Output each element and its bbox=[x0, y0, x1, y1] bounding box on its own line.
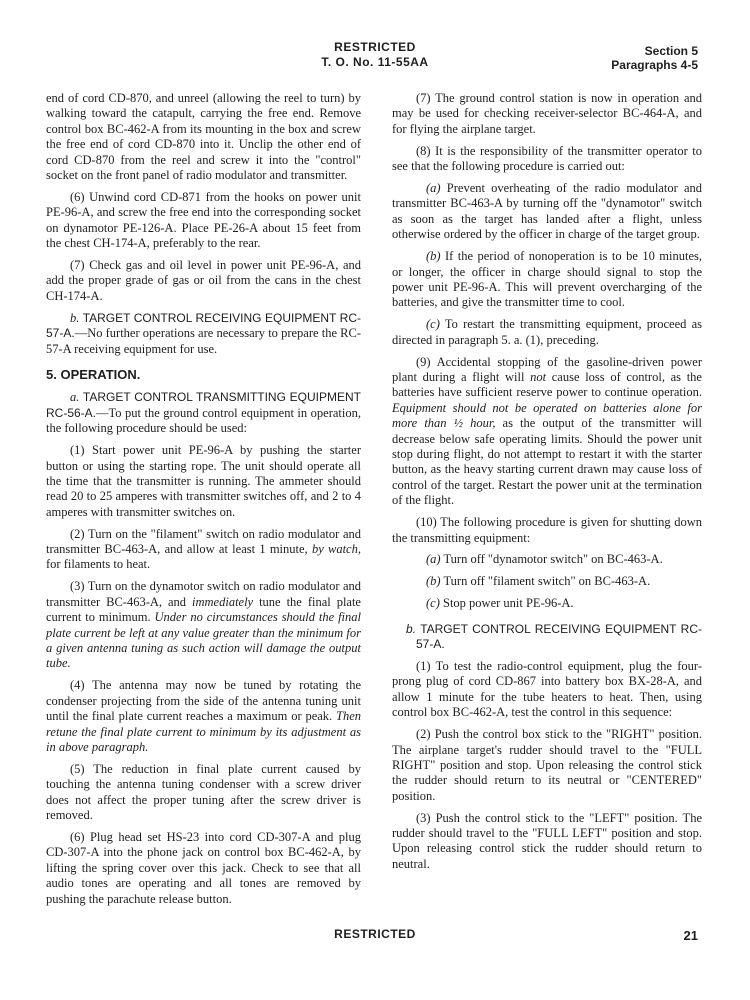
sub-letter: (c) bbox=[426, 596, 440, 611]
paragraph-5-a bbox=[46, 390, 361, 436]
step-5-1: (1) Start power unit PE-96-A by pushing the starter button or using the starting rope. The unit should operate all the time that the transmitter is running. The ammeter should read 20 to 25 amperes with transmitter switches off, and 2 to 4 amperes with transmitter switches on. bbox=[46, 443, 361, 519]
para-letter: a. bbox=[70, 390, 80, 405]
sub-letter: (c) bbox=[426, 317, 440, 332]
para-text: —To put the ground control equipment in operation, the following procedure should be used: bbox=[46, 405, 361, 436]
step-5-8-a bbox=[392, 181, 702, 243]
step-5-8: (8) It is the responsibility of the transmitter operator to see that the following procedure is carried out: bbox=[392, 143, 702, 174]
header-to-number: T. O. No. 11-55AA bbox=[321, 55, 429, 69]
text-run: If the period of nonoperation is to be 10 minutes, or longer, the officer in charge should signal to stop the power unit PE-96-A. This will prevent overcharging of the batteries, and give the transmitter time to cool. bbox=[392, 249, 702, 310]
right-column bbox=[392, 91, 702, 879]
text-run: as the output of the transmitter will decrease below safe operating limits. Should the power unit stop during flight, do not attempt to restart it with the starter button, as the heavy starting current drawn may cause loss of control of the target. Restart the power unit at the termination of the flight. bbox=[392, 416, 702, 508]
step-5-10-c bbox=[392, 596, 702, 611]
step-5-4 bbox=[46, 678, 361, 755]
italic-run: not bbox=[530, 370, 547, 384]
header-classification: RESTRICTED bbox=[334, 40, 416, 54]
step-5-3 bbox=[46, 579, 361, 671]
sub-letter: (a) bbox=[426, 552, 441, 567]
paragraph-continued: end of cord CD-870, and unreel (allowing the reel to turn) by walking toward the catapult, carrying the free end. Remove control box BC-462-A from its mounting in the box and screw the free end of cord CD-870 into it. Unclip the other end of cord CD-870 from the reel and screw it into the "control" socket on the front panel of radio modulator and transmitter. bbox=[46, 91, 361, 183]
italic-run: Under no circumstances should the final plate current be left at any value greater than the minimum for a given antenna tuning as such action will damage the output tube. bbox=[46, 610, 361, 671]
step-5-10-b bbox=[392, 574, 702, 589]
italic-run: by watch, bbox=[311, 542, 361, 557]
step-5-b-3: (3) Push the control stick to the "LEFT" position. The rudder should travel to the "FULL LEFT" position and stop. Upon releasing control stick the rudder should return to neutral. bbox=[392, 810, 702, 871]
step-5-7: (7) The ground control station is now in operation and may be used for checking receiver-selector BC-464-A, and for flying the airplane target. bbox=[392, 91, 702, 136]
step-5-5: (5) The reduction in final plate current caused by touching the antenna tuning condenser with a screw driver does not affect the proper tuning after the screw driver is removed. bbox=[46, 761, 361, 823]
text-run: Stop power unit PE-96-A. bbox=[439, 596, 574, 611]
step-5-6: (6) Plug head set HS-23 into cord CD-307-A and plug CD-307-A into the phone jack on control box BC-462-A, by lifting the spring cover over this jack. Check to see that all audio tones are operating and all tones are removed by pushing the parachute release button. bbox=[46, 829, 361, 906]
text-run: (2) Turn on the "filament" switch on radio modulator and transmitter BC-463-A, and allow at least 1 minute, bbox=[46, 526, 361, 557]
text-run: (3) Turn on the dynamotor switch on radio modulator and transmitter BC-463-A, and bbox=[46, 579, 361, 609]
para-title: TARGET CONTROL RECEIVING EQUIPMENT RC-57-A. bbox=[416, 621, 702, 652]
header-section: Section 5 bbox=[644, 44, 698, 58]
para-title: TARGET CONTROL RECEIVING EQUIPMENT RC-57-A. bbox=[46, 310, 361, 341]
italic-run: immediately bbox=[192, 594, 254, 609]
step-5-2 bbox=[46, 527, 361, 573]
step-5-10: (10) The following procedure is given for shutting down the transmitting equipment: bbox=[392, 515, 702, 545]
step-5-b-2: (2) Push the control box stick to the "RIGHT" position. The airplane target's rudder should travel to the "FULL RIGHT" position and stop. Upon releasing the control stick the rudder should return to its neutral or "CENTERED" position. bbox=[392, 727, 702, 803]
para-title: TARGET CONTROL TRANSMITTING EQUIPMENT RC-56-A. bbox=[46, 390, 362, 420]
para-letter: b. bbox=[406, 621, 417, 636]
text-run: Turn off "filament switch" on BC-463-A. bbox=[440, 574, 651, 589]
section-heading-operation: 5. OPERATION. bbox=[46, 367, 141, 382]
italic-run: Then retune the final plate current to minimum by its adjustment as in above paragraph. bbox=[46, 709, 361, 754]
text-run: cause loss of control, as the batteries have sufficient reserve power to continue operation. bbox=[392, 370, 702, 400]
text-run: (9) Accidental stopping of the gasoline-driven power plant during a flight will bbox=[392, 354, 702, 384]
text-run: for filaments to heat. bbox=[46, 557, 151, 572]
header-paragraphs: Paragraphs 4-5 bbox=[611, 58, 698, 72]
footer-classification: RESTRICTED bbox=[334, 927, 416, 941]
section-reference bbox=[611, 44, 698, 72]
step-5-8-b bbox=[392, 249, 702, 311]
step-5-9 bbox=[392, 355, 702, 509]
sub-letter: (b) bbox=[426, 249, 441, 264]
step-4-6: (6) Unwind cord CD-871 from the hooks on power unit PE-96-A, and screw the free end into the corresponding socket on dynamotor PE-126-A. Place PE-26-A about 15 feet from the chest CH-174-A, preferably to the rear. bbox=[46, 189, 361, 251]
paragraph-4-b bbox=[46, 311, 361, 357]
paragraph-5-b bbox=[392, 622, 702, 653]
para-letter: b. bbox=[70, 310, 80, 325]
sub-letter: (b) bbox=[426, 574, 441, 589]
step-5-10-a bbox=[392, 552, 702, 567]
para-text: —No further operations are necessary to prepare the RC-57-A receiving equipment for use. bbox=[46, 326, 361, 356]
text-run: Prevent overheating of the radio modulator and transmitter BC-463-A by turning off the "dynamotor" switch as soon as the target has landed after a flight, unless otherwise ordered by the officer in charge of the target group. bbox=[392, 181, 702, 242]
text-run: Turn off "dynamotor switch" on BC-463-A. bbox=[440, 552, 663, 567]
left-column bbox=[46, 91, 361, 914]
step-4-7: (7) Check gas and oil level in power unit PE-96-A, and add the proper grade of gas or oil from the cans in the chest CH-174-A. bbox=[46, 258, 361, 303]
text-run: tune the final plate current to minimum. bbox=[46, 594, 361, 625]
step-5-b-1: (1) To test the radio-control equipment, plug the four-prong plug of cord CD-867 into battery box BX-28-A, and allow 1 minute for the tube heaters to heat. Then, using control box BC-462-A, test the control in this sequence: bbox=[392, 659, 702, 720]
italic-run: Equipment should not be operated on batteries alone for more than ½ hour, bbox=[392, 400, 702, 431]
text-run: (4) The antenna may now be tuned by rotating the condenser projecting from the side of the antenna tuning unit until the final plate current reaches a maximum or peak. bbox=[46, 678, 361, 724]
text-run: To restart the transmitting equipment, proceed as directed in paragraph 5. a. (1), preceding. bbox=[392, 317, 702, 347]
step-5-8-c bbox=[392, 317, 702, 348]
sub-letter: (a) bbox=[426, 181, 441, 196]
page-number: 21 bbox=[683, 928, 698, 943]
